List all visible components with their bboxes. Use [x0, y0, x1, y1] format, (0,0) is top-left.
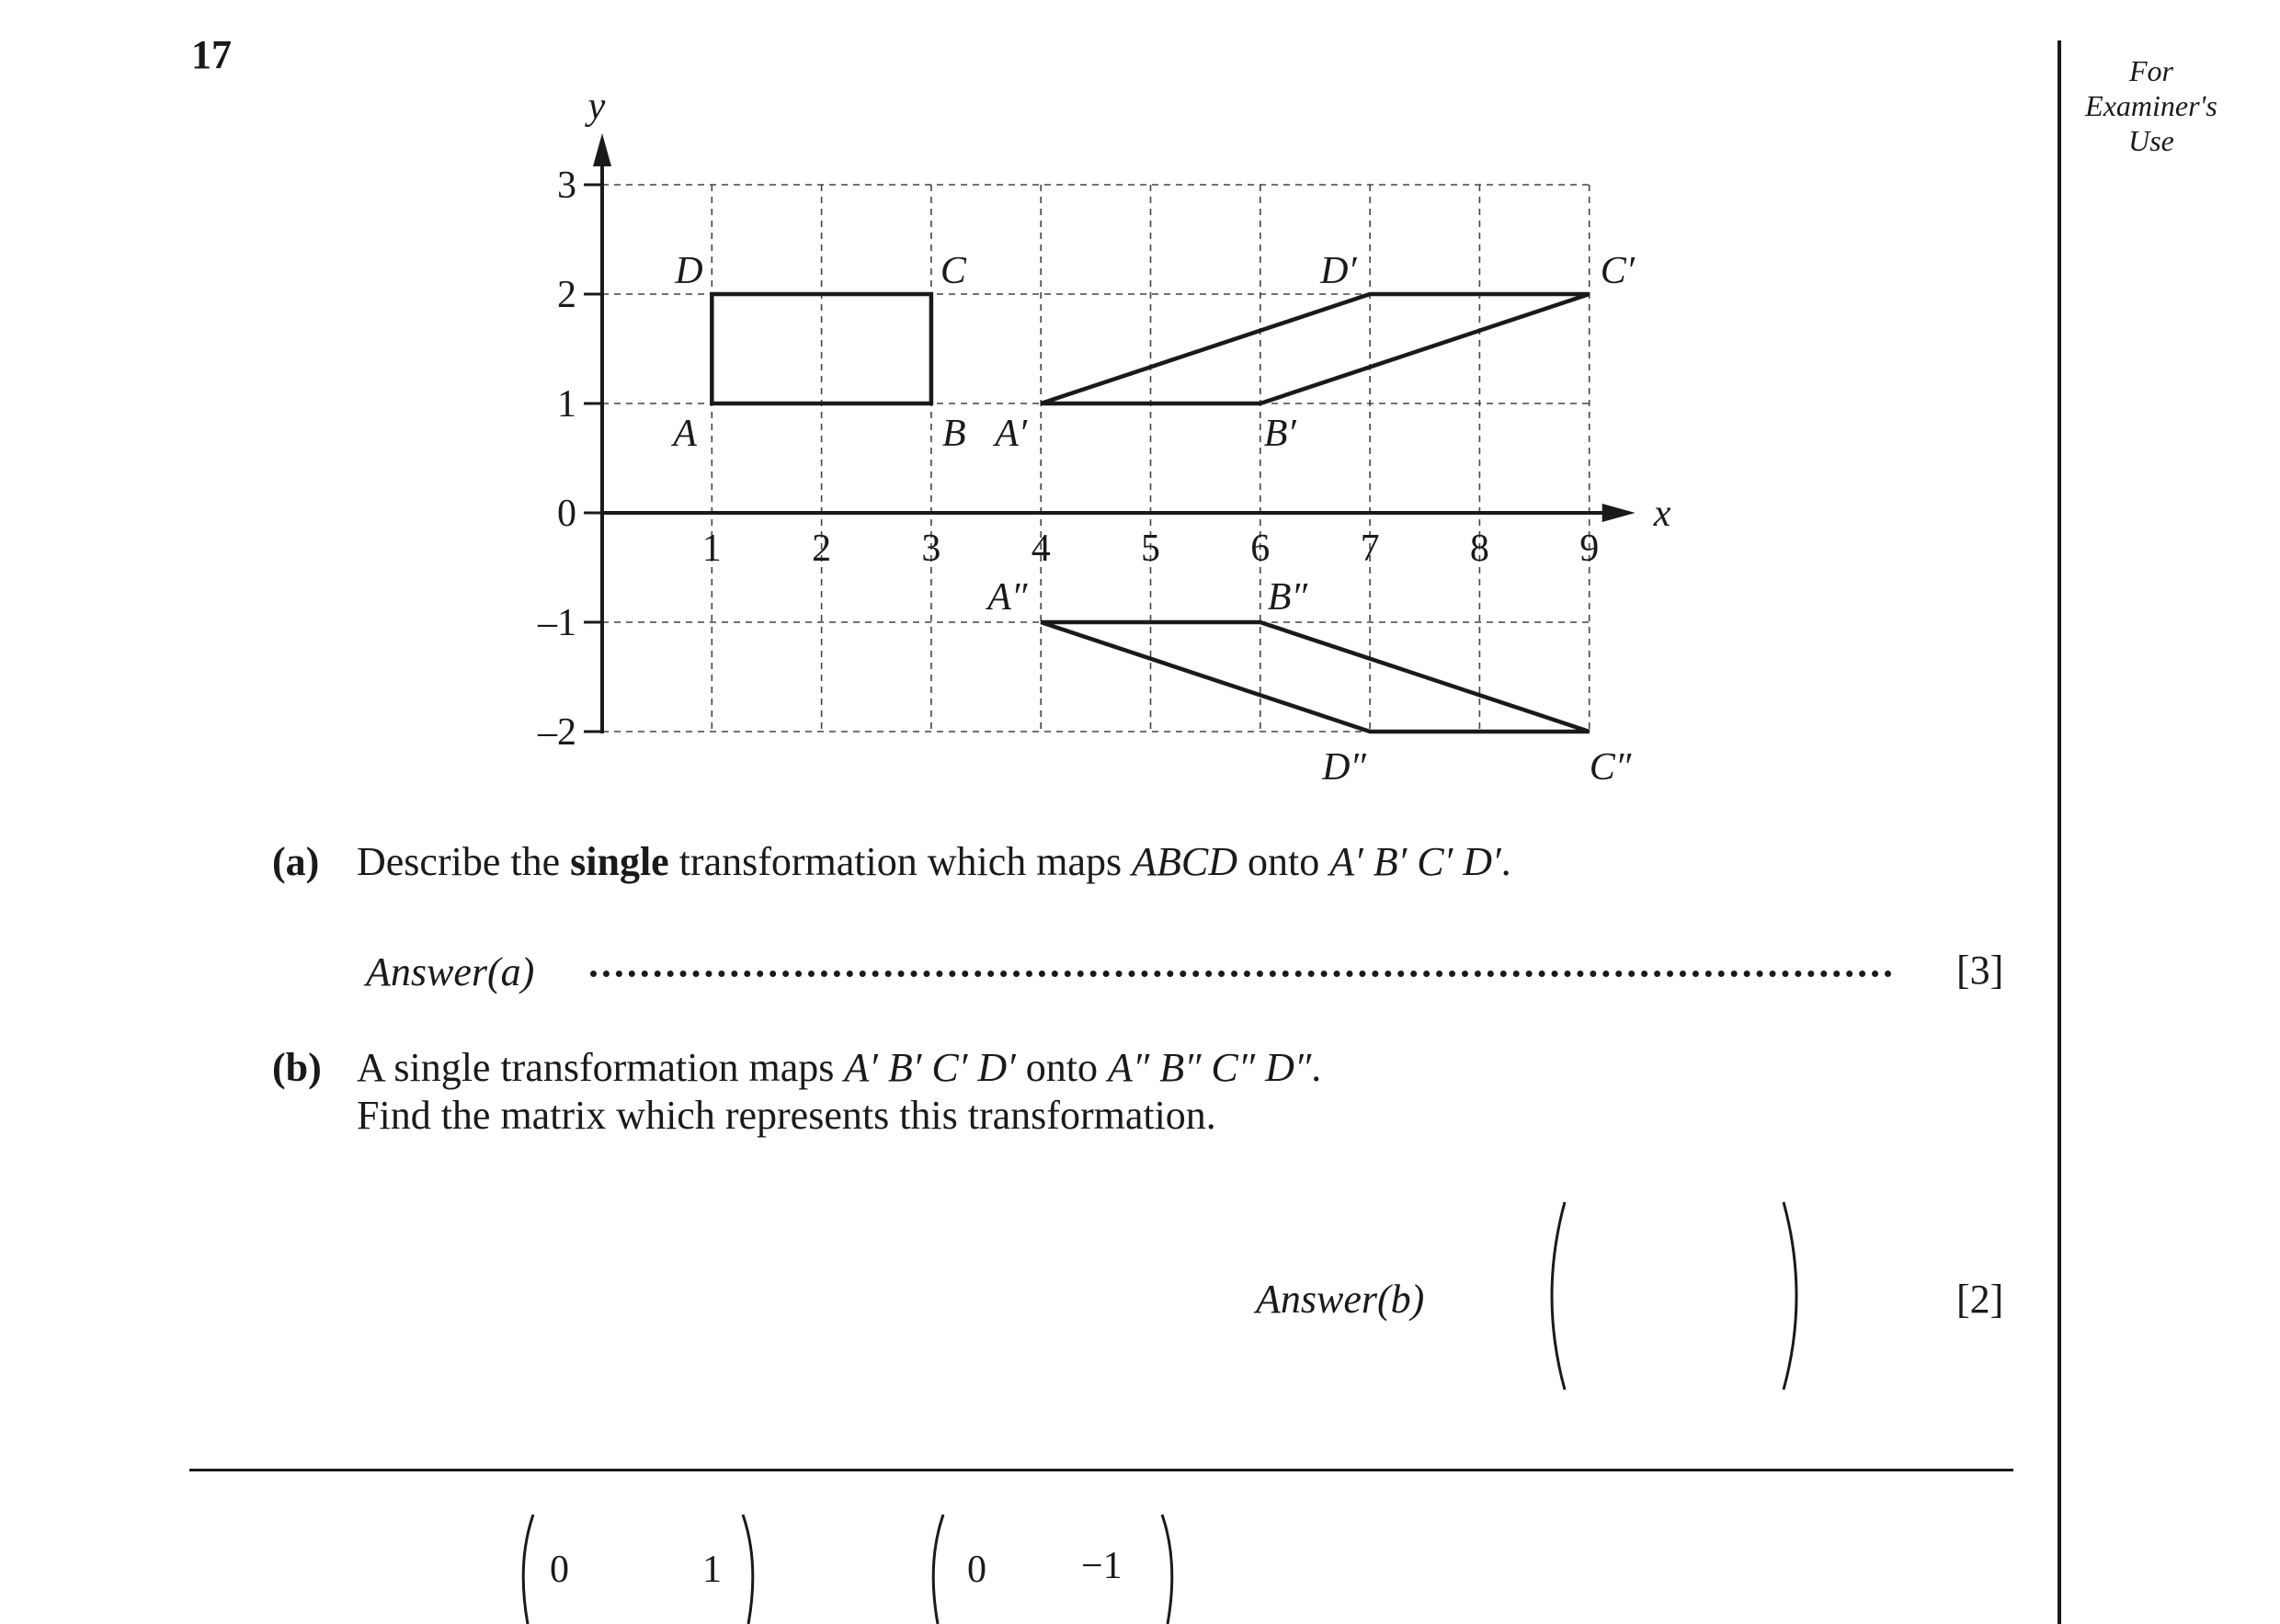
vertex-label: B — [941, 413, 966, 455]
part-a-text: . — [1500, 839, 1511, 884]
right-bracket — [1784, 1202, 1796, 1390]
vertex-label: D″ — [1322, 746, 1366, 789]
vertex-label: B′ — [1263, 413, 1296, 455]
shape-name: A″ B″ C″ D″ — [1108, 1045, 1312, 1090]
vertex-label: A — [673, 413, 697, 455]
answer-b-matrix-brackets[interactable] — [1545, 1195, 1820, 1397]
examiner-text-line: Examiner's — [2085, 89, 2217, 122]
vertex-label: A″ — [987, 576, 1028, 619]
right-bracket — [743, 1515, 753, 1624]
y-axis-arrow-icon — [593, 133, 611, 166]
part-a-text: onto — [1237, 839, 1330, 884]
shape-abcd — [1041, 294, 1590, 403]
y-tick-label: –2 — [538, 711, 576, 754]
x-tick-label: 1 — [701, 528, 722, 570]
tick-labels — [537, 85, 1671, 754]
answer-a-label: Answer(a) — [366, 949, 535, 994]
y-axis-label: y — [587, 85, 606, 128]
vertex-label: C′ — [1600, 250, 1635, 292]
x-tick-label: 9 — [1579, 528, 1600, 570]
examiner-text-line: Use — [2128, 124, 2174, 157]
answer-a-line[interactable] — [590, 971, 1892, 977]
part-a-text: Describe the — [357, 839, 571, 884]
section-divider — [189, 1469, 2013, 1471]
y-tick-label: 1 — [557, 383, 576, 426]
matrix-2-entry: 0 — [967, 1549, 986, 1591]
y-tick-label: 0 — [557, 493, 576, 535]
x-tick-label: 8 — [1469, 528, 1489, 570]
vertex-label: C — [940, 250, 966, 292]
part-b-question — [357, 1044, 1321, 1092]
x-axis-arrow-icon — [1602, 504, 1636, 522]
y-tick-label: 2 — [557, 274, 576, 316]
left-bracket — [933, 1515, 943, 1624]
part-b-text: . — [1311, 1045, 1322, 1090]
examiner-text-line: For — [2129, 54, 2173, 87]
grid — [602, 185, 1590, 732]
part-b-label: (b) — [272, 1045, 322, 1090]
shape-abcd — [1041, 622, 1590, 732]
part-a-label: (a) — [272, 839, 320, 884]
x-axis-label: x — [1653, 493, 1671, 535]
part-a-keyword: single — [570, 839, 669, 884]
part-a-question — [357, 838, 1511, 886]
y-tick-label: 3 — [557, 165, 576, 207]
part-b-text: A single transformation maps — [357, 1045, 845, 1090]
x-tick-label: 2 — [812, 528, 832, 570]
marks-a: [3] — [1956, 948, 2004, 993]
x-tick-label: 6 — [1250, 528, 1271, 570]
matrix-2-entry: −1 — [1081, 1545, 1123, 1587]
answer-b-label: Answer(b) — [1256, 1277, 1425, 1322]
matrix-1-entry: 1 — [702, 1549, 722, 1591]
x-tick-label: 5 — [1141, 528, 1160, 570]
right-bracket — [1162, 1515, 1172, 1624]
x-tick-label: 4 — [1031, 528, 1051, 570]
marks-b: [2] — [1956, 1277, 2004, 1322]
vertex-label: C″ — [1589, 746, 1632, 789]
point-labels — [670, 250, 1635, 789]
y-tick-label: –1 — [538, 602, 576, 644]
shape-name: A′ B′ C′ D′ — [1329, 839, 1501, 884]
left-bracket — [1552, 1202, 1565, 1390]
vertex-label: D — [675, 250, 703, 292]
vertex-label: A′ — [995, 413, 1028, 455]
shape-name: ABCD — [1132, 839, 1238, 884]
part-b-text: onto — [1015, 1045, 1108, 1090]
left-bracket — [523, 1515, 533, 1624]
vertex-label: D′ — [1320, 250, 1357, 292]
x-tick-label: 3 — [921, 528, 941, 570]
shape-name: A′ B′ C′ D′ — [844, 1045, 1016, 1090]
matrix-1-entry: 0 — [550, 1549, 569, 1591]
question-number: 17 — [191, 32, 232, 77]
part-a-text: transformation which maps — [668, 839, 1133, 884]
part-b-instruction: Find the matrix which represents this transformation. — [357, 1093, 1216, 1138]
vertex-label: B″ — [1267, 576, 1307, 619]
x-tick-label: 7 — [1360, 528, 1380, 570]
bottom-matrix-2 — [925, 1507, 1182, 1624]
